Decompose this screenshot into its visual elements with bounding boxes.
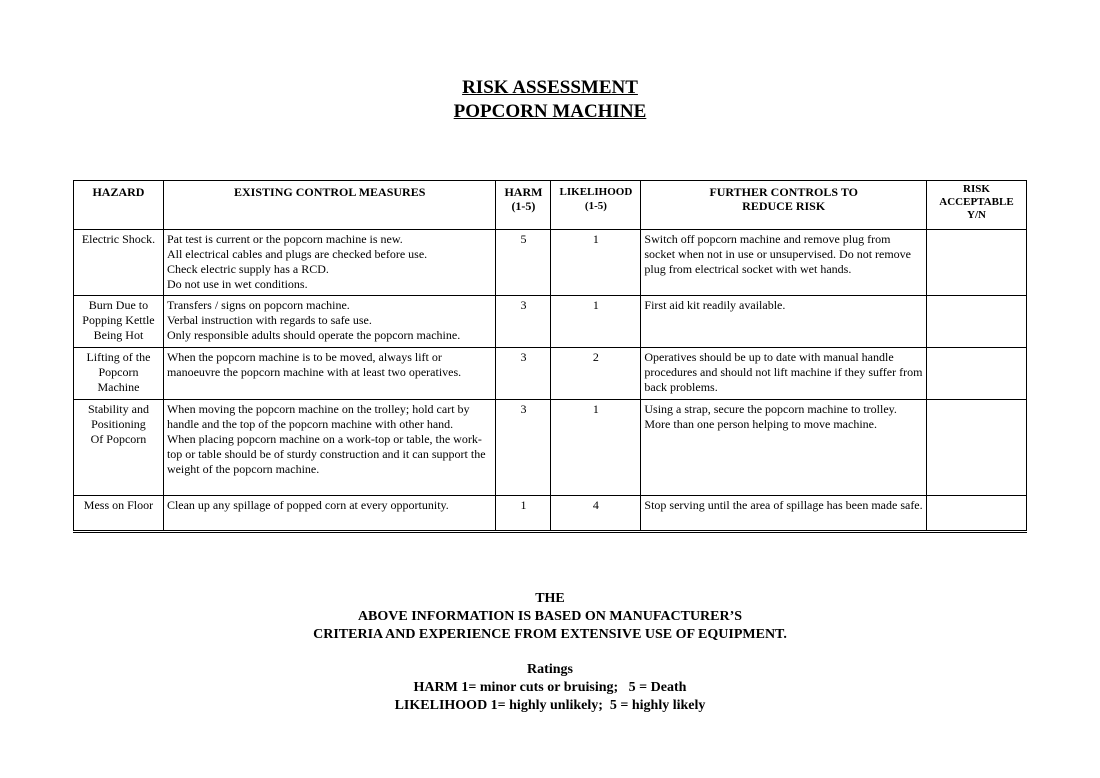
table-row [74, 296, 1027, 348]
header-existing-control-measures: EXISTING CONTROL MEASURES [163, 181, 496, 230]
likelihood-cell: 1 [551, 400, 641, 496]
table-header-row [74, 181, 1027, 230]
document-title: RISK ASSESSMENT [462, 77, 638, 98]
likelihood-rating-scale: LIKELIHOOD 1= highly unlikely; 5 = highly likely [394, 698, 706, 713]
likelihood-cell: 1 [551, 296, 641, 348]
table-row [74, 400, 1027, 496]
risk-acceptable-cell [926, 348, 1026, 400]
harm-cell: 3 [496, 296, 551, 348]
harm-rating-scale: HARM 1= minor cuts or bruising; 5 = Death [413, 680, 687, 695]
hazard-cell: Stability and Positioning Of Popcorn [74, 400, 164, 496]
further-controls-cell: Using a strap, secure the popcorn machine to trolley. More than one person helping to move machine. [641, 400, 927, 496]
footer-statement-line-2: ABOVE INFORMATION IS BASED ON MANUFACTURER’S [357, 609, 743, 624]
risk-acceptable-cell [926, 230, 1026, 296]
harm-cell: 3 [496, 400, 551, 496]
existing-controls-cell: Transfers / signs on popcorn machine. Verbal instruction with regards to safe use. Only responsible adults should operate the popcorn machine. [163, 296, 496, 348]
table-row [74, 230, 1027, 296]
hazard-cell: Mess on Floor [74, 496, 164, 532]
further-controls-cell: Operatives should be up to date with manual handle procedures and should not lift machine if they suffer from back problems. [641, 348, 927, 400]
harm-cell: 5 [496, 230, 551, 296]
header-hazard: HAZARD [74, 181, 164, 230]
likelihood-cell: 2 [551, 348, 641, 400]
risk-acceptable-cell [926, 400, 1026, 496]
footer-statement-line-3: CRITERIA AND EXPERIENCE FROM EXTENSIVE USE OF EQUIPMENT. [313, 627, 787, 642]
harm-cell: 1 [496, 496, 551, 532]
footer-statement-line-1: THE [535, 591, 565, 606]
further-controls-cell: First aid kit readily available. [641, 296, 927, 348]
existing-controls-cell: When moving the popcorn machine on the trolley; hold cart by handle and the top of the popcorn machine with other hand. When placing popcorn machine on a work-top or table, the work-top or table should be of sturdy construction and it can support the weight of the popcorn machine. [163, 400, 496, 496]
further-controls-cell: Switch off popcorn machine and remove plug from socket when not in use or unsupervised. Do not remove plug from electrical socket with wet hands. [641, 230, 927, 296]
risk-acceptable-cell [926, 496, 1026, 532]
header-further-controls: FURTHER CONTROLS TO REDUCE RISK [641, 181, 927, 230]
document-subtitle: POPCORN MACHINE [453, 101, 647, 122]
risk-acceptable-cell [926, 296, 1026, 348]
risk-assessment-table [73, 180, 1027, 533]
header-harm: HARM (1-5) [496, 181, 551, 230]
existing-controls-cell: When the popcorn machine is to be moved, always lift or manoeuvre the popcorn machine with at least two operatives. [163, 348, 496, 400]
header-risk-acceptable: RISK ACCEPTABLE Y/N [926, 181, 1026, 230]
hazard-cell: Lifting of the Popcorn Machine [74, 348, 164, 400]
existing-controls-cell: Clean up any spillage of popped corn at every opportunity. [163, 496, 496, 532]
likelihood-cell: 4 [551, 496, 641, 532]
existing-controls-cell: Pat test is current or the popcorn machine is new. All electrical cables and plugs are checked before use. Check electric supply has a RCD. Do not use in wet conditions. [163, 230, 496, 296]
header-likelihood: LIKELIHOOD (1-5) [551, 181, 641, 230]
further-controls-cell: Stop serving until the area of spillage has been made safe. [641, 496, 927, 532]
ratings-title: Ratings [527, 662, 573, 677]
table-row [74, 348, 1027, 400]
hazard-cell: Burn Due to Popping Kettle Being Hot [74, 296, 164, 348]
harm-cell: 3 [496, 348, 551, 400]
table-row [74, 496, 1027, 532]
hazard-cell: Electric Shock. [74, 230, 164, 296]
likelihood-cell: 1 [551, 230, 641, 296]
